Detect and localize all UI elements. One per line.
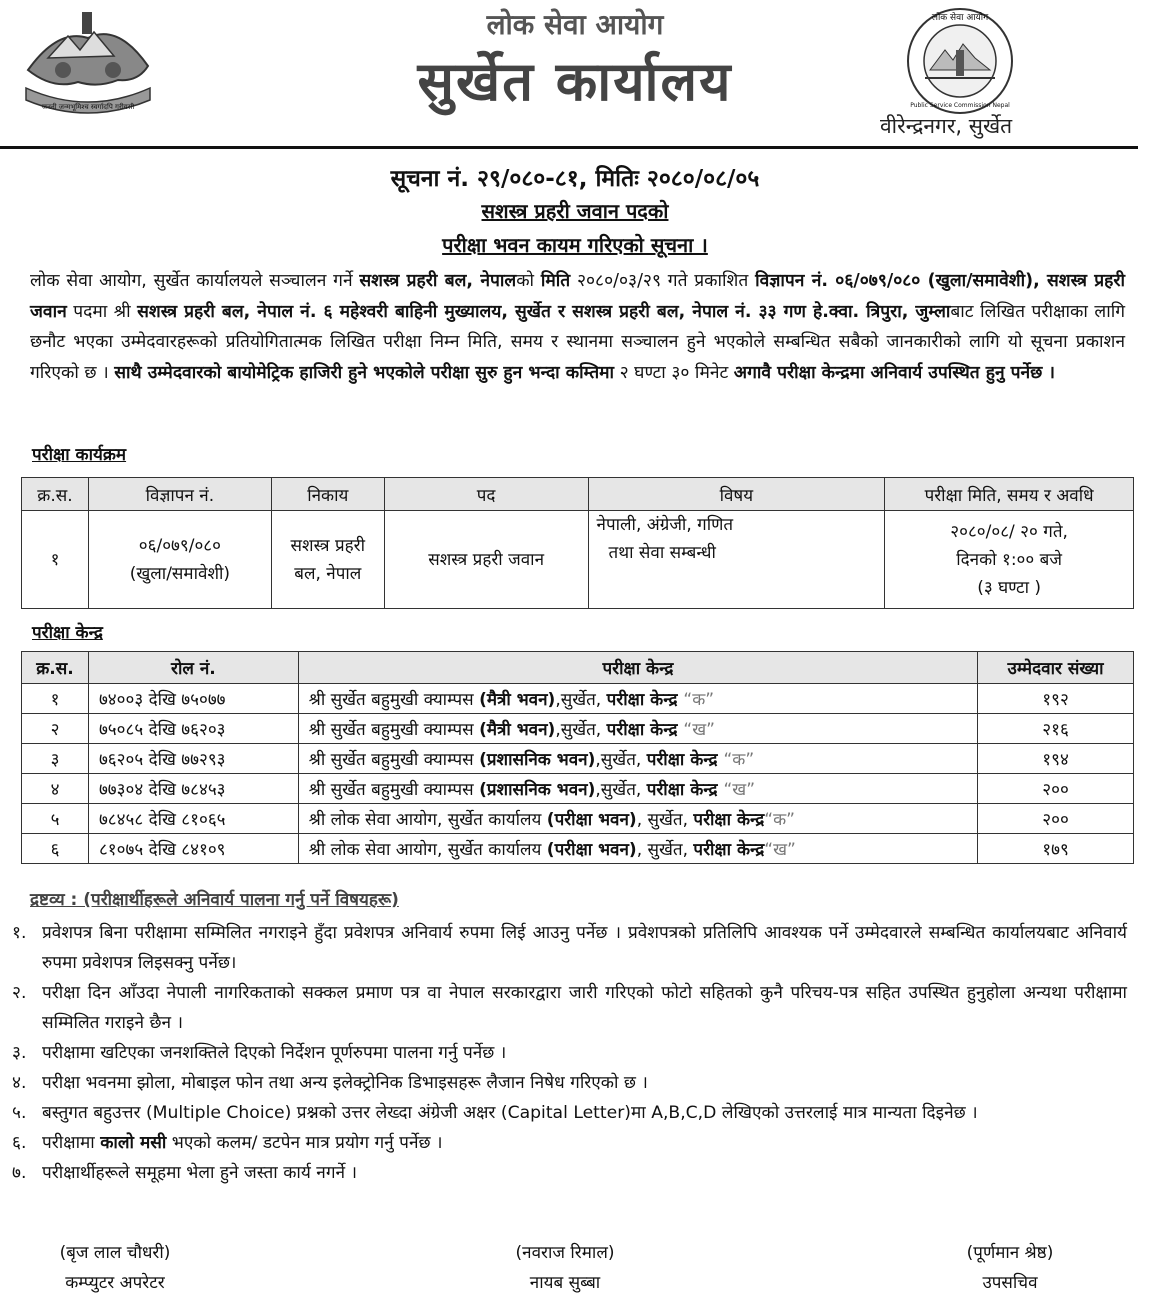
office-location: वीरेन्द्रनगर, सुर्खेत [880, 114, 1013, 138]
body-text: बाट लिखित परीक्षाका लागि छनौट भएका उम्मेदवारहरूको प्रतियोगितात्मक लिखित परीक्षा निम्न मिति, समय र स्थानमा सञ्चालन हुने भएकोले सम्बन्धित सबैको जानकारीको लागि यो सूचना प्रकाशन गरिएको छ । [30, 301, 1126, 383]
center-place: , सुर्खेत, [636, 810, 694, 830]
cell-sn: ३ [22, 744, 89, 774]
cell-sn: १ [22, 511, 89, 609]
note-number: २. [12, 983, 27, 1003]
note-text: परीक्षार्थीहरूले समूहमा भेला हुने जस्ता कार्य नगर्ने । [42, 1163, 358, 1183]
cell-count: १९२ [978, 684, 1134, 714]
center-name: श्री सुर्खेत बहुमुखी क्याम्पस [308, 720, 480, 740]
center-code: “क” [764, 810, 795, 830]
psc-seal-icon [895, 6, 1025, 116]
table-row [22, 744, 1134, 774]
body-bold: सशस्त्र प्रहरी बल, नेपाल [359, 271, 517, 291]
cell-sn: ४ [22, 774, 89, 804]
exam-time: दिनको १:०० बजे [956, 549, 1062, 570]
exam-date: २०८०/०८/ २० गते, [950, 521, 1068, 542]
body-line: बल, नेपाल [294, 563, 362, 584]
subject-line: नेपाली, अंग्रेजी, गणित [596, 515, 734, 535]
cell-sn: १ [22, 684, 89, 714]
cell-roll: ७५०८५ देखि ७६२०३ [88, 714, 298, 744]
center-label: परीक्षा केन्द्र [646, 780, 724, 800]
ad-type: (खुला/समावेशी) [129, 563, 231, 584]
center-building: (प्रशासनिक भवन) [479, 780, 596, 800]
cell-schedule [885, 511, 1134, 609]
note-number: ५. [12, 1103, 27, 1123]
note-number: ३. [12, 1043, 27, 1063]
table-row [22, 834, 1134, 864]
note-number: ६. [12, 1133, 27, 1153]
cell-count: २१६ [978, 714, 1134, 744]
cell-roll: ८१०७५ देखि ८४१०९ [88, 834, 298, 864]
body-text: लोक सेवा आयोग, सुर्खेत कार्यालयले सञ्चालन गर्ने [30, 271, 360, 291]
body-text: पदमा श्री [66, 301, 138, 322]
note-number: ७. [12, 1163, 27, 1183]
cell-roll: ७४००३ देखि ७५०७७ [88, 684, 298, 714]
note-part: परीक्षामा [42, 1133, 101, 1153]
note-text: परीक्षा भवनमा झोला, मोबाइल फोन तथा अन्य इलेक्ट्रोनिक डिभाइसहरू लैजान निषेध गरिएको छ । [42, 1073, 648, 1093]
center-name: श्री लोक सेवा आयोग, सुर्खेत कार्यालय [308, 810, 547, 830]
center-building: (परीक्षा भवन) [546, 840, 637, 860]
cell-count: १७९ [978, 834, 1134, 864]
table-row [22, 804, 1134, 834]
program-table [21, 477, 1134, 609]
note-text: बस्तुगत बहुउत्तर (Multiple Choice) प्रश्नको उत्तर लेख्दा अंग्रेजी अक्षर (Capital Letter)मा A,B,C,D लेखिएको उत्तरलाई मात्र मान्यता दिइनेछ । [42, 1103, 978, 1123]
col-header: विषय [588, 478, 885, 511]
notice-body [30, 266, 1125, 388]
center-label: परीक्षा केन्द्र [693, 810, 765, 830]
note-text [42, 1128, 1127, 1158]
cell-sn: ५ [22, 804, 89, 834]
list-item [12, 1128, 1127, 1158]
cell-post: सशस्त्र प्रहरी जवान [384, 511, 588, 609]
notes-list [12, 918, 1127, 1188]
signatory-title: उपसचिव [982, 1273, 1038, 1293]
list-item [12, 1158, 1127, 1188]
body-text: २०८०/०३/२९ गते प्रकाशित [570, 271, 756, 291]
cell-body [271, 511, 384, 609]
cell-center [298, 684, 977, 714]
center-place: ,सुर्खेत, [595, 750, 647, 770]
center-code: “ख” [723, 780, 756, 800]
notice-heading [0, 231, 1150, 258]
note-text: परीक्षामा खटिएका जनशक्तिले दिएको निर्देशन पूर्णरुपमा पालना गर्नु पर्नेछ । [42, 1043, 507, 1063]
cell-ad-no [88, 511, 271, 609]
signatory-name: (नवराज रिमाल) [515, 1243, 615, 1263]
list-item [12, 918, 1127, 978]
center-name: श्री सुर्खेत बहुमुखी क्याम्पस [308, 750, 480, 770]
body-bold: साथै उम्मेदवारको बायोमेट्रिक हाजिरी हुने भएकोले परीक्षा सुरु हुन भन्दा कम्तिमा [114, 362, 615, 383]
note-text: परीक्षा दिन आँउदा नेपाली नागरिकताको सक्कल प्रमाण पत्र वा नेपाल सरकारद्वारा जारी गरिएको फोटो सहितको कुनै परिचय-पत्र सहित उपस्थित हुनुहोला अन्यथा परीक्षामा सम्मिलित गराइने छैन । [42, 983, 1127, 1033]
cell-center [298, 774, 977, 804]
notice-subtitle [0, 197, 1150, 224]
col-header: क्र.स. [22, 652, 89, 684]
center-label: परीक्षा केन्द्र [646, 750, 724, 770]
signatory-2 [490, 1238, 640, 1298]
centers-table [21, 651, 1134, 864]
cell-sn: २ [22, 714, 89, 744]
col-header: क्र.स. [22, 478, 89, 511]
centers-body [22, 684, 1134, 864]
center-code: “ख” [764, 840, 796, 860]
body-bold: विज्ञापन नं. ०६/०७९/०८० (खुला/समावेशी), सशस्त्र प्रहरी जवान [30, 271, 1125, 322]
cell-center [298, 744, 977, 774]
body-bold: सशस्त्र प्रहरी बल, नेपाल नं. ६ महेश्वरी बाहिनी मुख्यालय, सुर्खेत र सशस्त्र प्रहरी बल, नेपाल नं. ३३ गण हे.क्वा. त्रिपुरा, जुम्ला [137, 301, 951, 322]
center-label: परीक्षा केन्द्र [606, 690, 684, 710]
cell-subject [588, 511, 885, 609]
center-place: , सुर्खेत, [636, 840, 694, 860]
signatory-name: (पूर्णमान श्रेष्ठ) [966, 1243, 1054, 1263]
signatory-title: कम्प्युटर अपरेटर [65, 1273, 165, 1293]
cell-center [298, 714, 977, 744]
subject-line: तथा सेवा सम्बन्धी [608, 543, 716, 563]
note-number: १. [12, 923, 27, 943]
letterhead [0, 0, 1150, 145]
col-header: निकाय [271, 478, 384, 511]
notice-main-title: परीक्षा भवन कायम गरिएको सूचना । [442, 233, 708, 257]
cell-count: २०० [978, 774, 1134, 804]
cell-sn: ६ [22, 834, 89, 864]
signatory-1 [40, 1238, 190, 1298]
office-name: सुर्खेत कार्यालय [417, 50, 733, 113]
body-bold: मिति [540, 271, 571, 291]
signatory-name: (बृज लाल चौधरी) [59, 1243, 171, 1263]
col-header: परीक्षा मिति, समय र अवधि [885, 478, 1134, 511]
organization-name: लोक सेवा आयोग [486, 8, 664, 41]
center-place: ,सुर्खेत, [555, 690, 607, 710]
note-number: ४. [12, 1073, 27, 1093]
svg-text:Public Service Commission Nepa: Public Service Commission Nepal [910, 102, 1010, 109]
cell-center [298, 804, 977, 834]
table-row [22, 511, 1134, 609]
note-bold: कालो मसी [100, 1133, 167, 1153]
center-name: श्री लोक सेवा आयोग, सुर्खेत कार्यालय [308, 840, 547, 860]
col-header: परीक्षा केन्द्र [298, 652, 977, 684]
center-place: ,सुर्खेत, [595, 780, 647, 800]
body-line: सशस्त्र प्रहरी [290, 535, 366, 556]
table-row [22, 774, 1134, 804]
table-row [22, 684, 1134, 714]
program-header-row [22, 478, 1134, 511]
centers-heading: परीक्षा केन्द्र [32, 623, 103, 643]
col-header: रोल नं. [88, 652, 298, 684]
center-building: (मैत्री भवन) [479, 690, 556, 710]
center-place: ,सुर्खेत, [555, 720, 607, 740]
signatory-title: नायब सुब्बा [529, 1273, 601, 1293]
table-row [22, 714, 1134, 744]
list-item [12, 1038, 1127, 1068]
center-building: (प्रशासनिक भवन) [479, 750, 596, 770]
program-heading: परीक्षा कार्यक्रम [32, 445, 127, 465]
center-name: श्री सुर्खेत बहुमुखी क्याम्पस [308, 780, 480, 800]
body-text: २ घण्टा ३० मिनेट [614, 362, 734, 383]
exam-duration: (३ घण्टा ) [977, 577, 1042, 598]
cell-count: १९४ [978, 744, 1134, 774]
cell-roll: ७६२०५ देखि ७७२९३ [88, 744, 298, 774]
center-code: “क” [723, 750, 755, 770]
cell-count: २०० [978, 804, 1134, 834]
notes-heading: द्रष्टव्य : (परीक्षार्थीहरूले अनिवार्य पालना गर्नु पर्ने विषयहरू) [30, 890, 399, 910]
cell-roll: ७८४५८ देखि ८१०६५ [88, 804, 298, 834]
center-name: श्री सुर्खेत बहुमुखी क्याम्पस [308, 690, 480, 710]
svg-text:जननी जन्मभूमिश्च स्वर्गादपि गर: जननी जन्मभूमिश्च स्वर्गादपि गरीयसी [41, 103, 135, 111]
signatory-3 [935, 1238, 1085, 1298]
list-item [12, 978, 1127, 1038]
note-part: भएको कलम/ डटपेन मात्र प्रयोग गर्नु पर्नेछ । [166, 1133, 443, 1153]
list-item [12, 1068, 1127, 1098]
center-building: (मैत्री भवन) [479, 720, 556, 740]
center-building: (परीक्षा भवन) [546, 810, 637, 830]
centers-header-row [22, 652, 1134, 684]
header-divider [0, 146, 1138, 149]
notice-post-title: सशस्त्र प्रहरी जवान पदको [481, 199, 669, 223]
center-label: परीक्षा केन्द्र [606, 720, 684, 740]
col-header: विज्ञापन नं. [88, 478, 271, 511]
body-bold: अगावै परीक्षा केन्द्रमा अनिवार्य उपस्थित हुनु पर्नेछ । [733, 362, 1056, 383]
center-code: “क” [683, 690, 715, 710]
body-text: को [516, 271, 541, 291]
center-code: “ख” [683, 720, 715, 740]
col-header: उम्मेदवार संख्या [978, 652, 1134, 684]
cell-roll: ७७३०४ देखि ७८४५३ [88, 774, 298, 804]
cell-center [298, 834, 977, 864]
ad-number: ०६/०७९/०८० [138, 535, 221, 556]
col-header: पद [384, 478, 588, 511]
notice-number-date: सूचना नं. २९/०८०-८१, मितिः २०८०/०८/०५ [390, 166, 760, 192]
center-label: परीक्षा केन्द्र [693, 840, 765, 860]
list-item [12, 1098, 1127, 1128]
svg-text:लोक सेवा आयोग: लोक सेवा आयोग [931, 13, 989, 23]
note-text: प्रवेशपत्र बिना परीक्षामा सम्मिलित नगराइने हुँदा प्रवेशपत्र अनिवार्य रुपमा लिई आउनु पर्नेछ । प्रवेशपत्रको प्रतिलिपि आवश्यक पर्ने उम्मेदवारले सम्बन्धित कार्यालयबाट अनिवार्य रुपमा प्रवेशपत्र लिइसक्नु पर्नेछ। [42, 923, 1127, 973]
